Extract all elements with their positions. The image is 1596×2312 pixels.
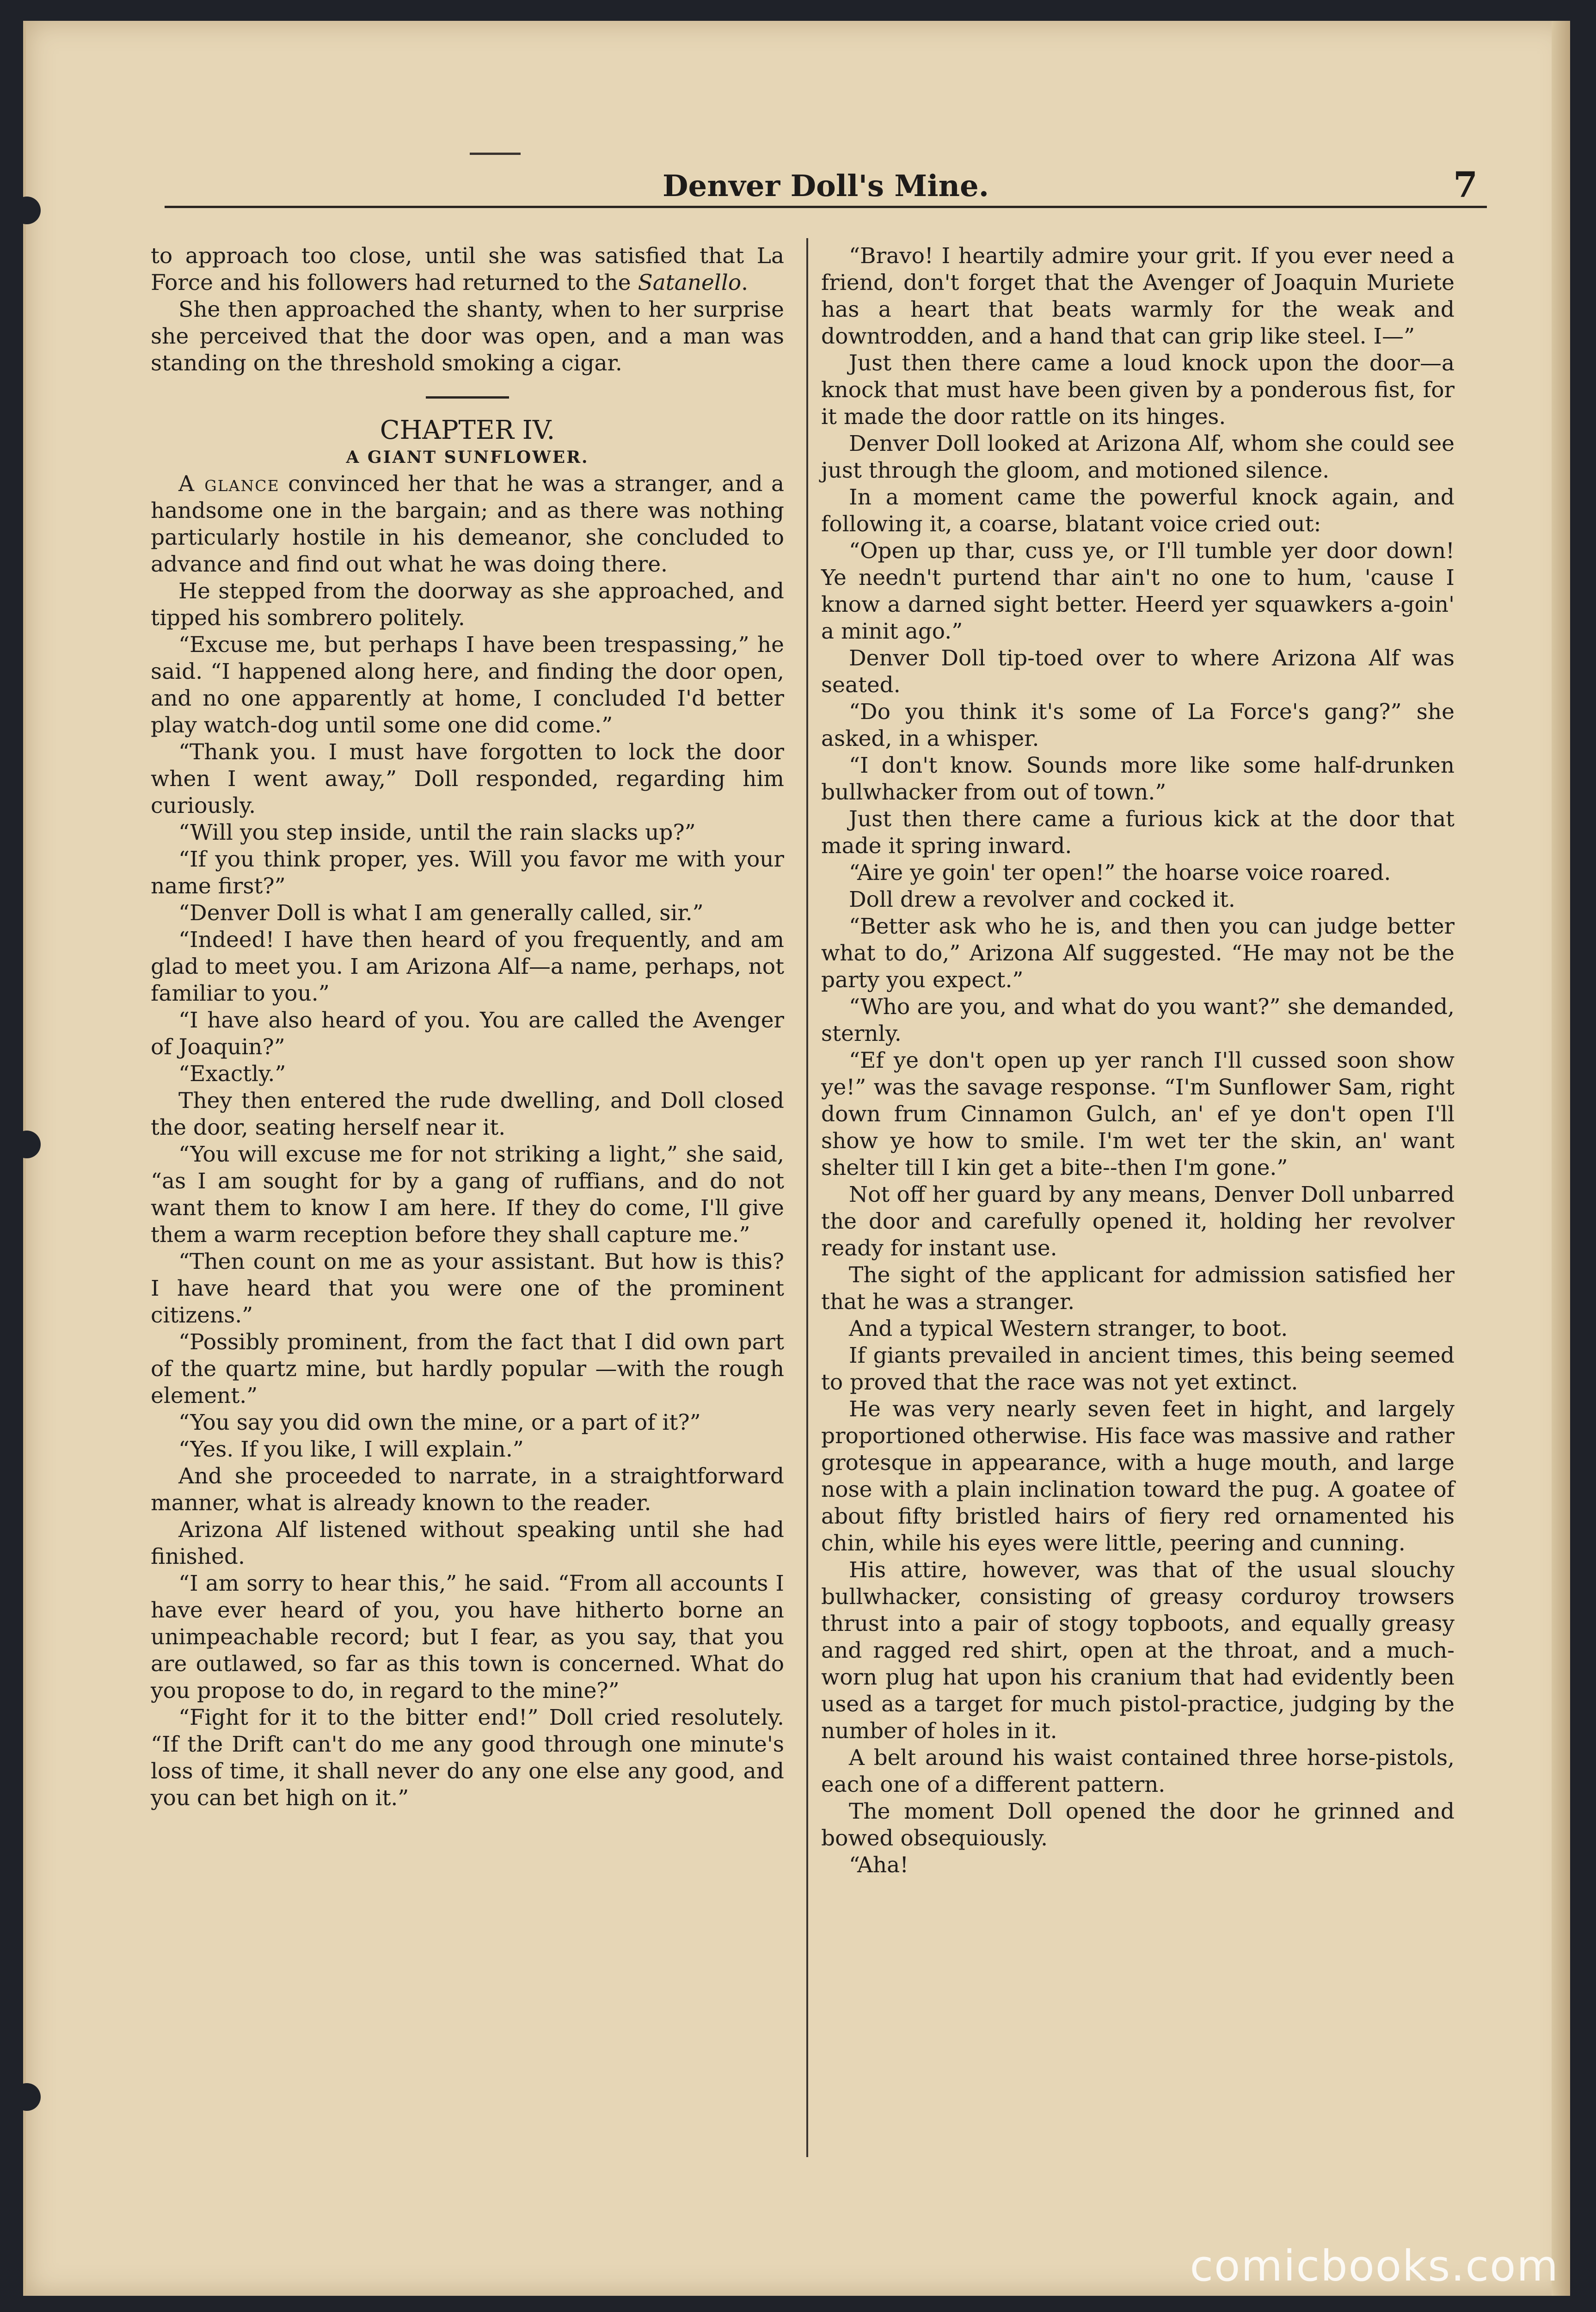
paragraph <box>821 1396 1455 1557</box>
paragraph-text: “Who are you, and what do you want?” she demanded, sternly. <box>821 994 1455 1046</box>
paragraph <box>821 1181 1455 1262</box>
paragraph-text: “You will excuse me for not striking a light,” she said, “as I am sought for by a gang of ruffians, and do not want them to know I am here. If they do come, I'll give them a warm reception before they shall capture me.” <box>151 1142 784 1248</box>
paragraph <box>821 1047 1455 1181</box>
binding-hole <box>13 2083 41 2111</box>
paragraph <box>151 578 784 632</box>
paragraph-text: The sight of the applicant for admission satisfied her that he was a stranger. <box>821 1262 1455 1315</box>
paragraph-text: “Then count on me as your assistant. But how is this? I have heard that you were one of the prominent citizens.” <box>151 1249 784 1328</box>
paragraph <box>151 819 784 846</box>
paragraph-text: Denver Doll tip-toed over to where Arizona Alf was seated. <box>821 646 1455 698</box>
paragraph-text: He stepped from the doorway as she approached, and tipped his sombrero politely. <box>151 578 784 631</box>
paragraph-text: Arizona Alf listened without speaking until she had finished. <box>151 1517 784 1569</box>
paragraph-text: “Better ask who he is, and then you can judge better what to do,” Arizona Alf suggested. “He may not be the party you expect.” <box>821 914 1455 993</box>
paragraph <box>151 900 784 927</box>
paragraph <box>821 430 1455 484</box>
paragraph-text: “Excuse me, but perhaps I have been trespassing,” he said. “I happened along here, and finding the door open, and no one apparently at home, I concluded I'd better play watch-dog until some one did come.” <box>151 632 784 738</box>
paragraph-text: “Indeed! I have then heard of you frequently, and am glad to meet you. I am Arizona Alf—a name, perhaps, not familiar to you.” <box>151 927 784 1006</box>
paragraph-text: Just then there came a furious kick at the door that made it spring inward. <box>821 806 1455 859</box>
paragraph-text: A belt around his waist contained three horse-pistols, each one of a different pattern. <box>821 1745 1455 1797</box>
paragraph-text: “Yes. If you like, I will explain.” <box>178 1437 524 1462</box>
paragraph-text: “I am sorry to hear this,” he said. “From all accounts I have ever heard of you, you have hitherto borne an unimpeachable record; but I fear, as you say, that you are outlawed, so far as this town is concerned. What do you propose to do, in regard to the mine?” <box>151 1571 784 1703</box>
paragraph-text: “Will you step inside, until the rain slacks up?” <box>178 820 696 845</box>
paragraph-text: She then approached the shanty, when to her surprise she perceived that the door was open, and a man was standing on the threshold smoking a cigar. <box>151 297 784 376</box>
paragraph <box>151 1570 784 1704</box>
paragraph <box>151 846 784 900</box>
paragraph-text: “Do you think it's some of La Force's gang?” she asked, in a whisper. <box>821 699 1455 751</box>
paragraph <box>151 1007 784 1061</box>
paragraph <box>151 1329 784 1409</box>
chapter-heading: CHAPTER IV. <box>380 415 555 445</box>
column-divider <box>806 238 808 2157</box>
paragraph-text: Not off her guard by any means, Denver Doll unbarred the door and carefully opened it, holding her revolver ready for instant use. <box>821 1182 1455 1261</box>
paragraph-text: “Aha! <box>849 1852 909 1878</box>
paragraph-text: He was very nearly seven feet in hight, and largely proportioned otherwise. His face was massive and rather grotesque in appearance, with a huge mouth, and large nose with a plain inclination toward the pug. A goatee of about fifty bristled hairs of fiery red ornamented his chin, while his eyes were little, peering and cunning. <box>821 1396 1455 1556</box>
paragraph-text: They then entered the rude dwelling, and Doll closed the door, seating herself near it. <box>151 1088 784 1140</box>
paragraph-text: “Open up thar, cuss ye, or I'll tumble yer door down! Ye needn't purtend thar ain't no one to hum, 'cause I know a darned sight better. Heerd yer squawkers a-goin' a minit ago.” <box>821 538 1455 644</box>
paragraph-text: “Possibly prominent, from the fact that I did own part of the quartz mine, but hardly popular —with the rough element.” <box>151 1329 784 1408</box>
paragraph <box>151 1436 784 1463</box>
paragraph <box>151 1141 784 1248</box>
paragraph-text: And she proceeded to narrate, in a straightforward manner, what is already known to the reader. <box>151 1463 784 1516</box>
page-edge <box>1552 21 1570 2296</box>
paragraph <box>821 1745 1455 1798</box>
paragraph-text: “Ef ye don't open up yer ranch I'll cussed soon show ye!” was the savage response. “I'm Sunflower Sam, right down frum Cinnamon Gulch, an' ef ye don't open I'll show ye how to smile. I'm wet ter the skin, an' want shelter till I kin get a bite--then I'm gone.” <box>821 1048 1455 1181</box>
paragraph <box>821 243 1455 350</box>
binding-hole <box>13 1131 41 1158</box>
paragraph-text: “Denver Doll is what I am generally called, sir.” <box>178 900 704 926</box>
paragraph-text: In a moment came the powerful knock again, and following it, a coarse, blatant voice cried out: <box>821 485 1455 537</box>
paragraph <box>821 886 1455 913</box>
paragraph-text: The moment Doll opened the door he grinned and bowed obsequiously. <box>821 1799 1455 1851</box>
running-header <box>165 164 1487 208</box>
paragraph-text: And a typical Western stranger, to boot. <box>849 1316 1288 1341</box>
paragraph-text: convinced her that he was a stranger, and a handsome one in the bargain; and as there was nothing particularly hostile in his demeanor, she concluded to advance and find out what he was doing there. <box>151 471 785 577</box>
paragraph <box>821 699 1455 752</box>
header-dash <box>470 153 521 155</box>
paragraph-text: His attire, however, was that of the usual slouchy bullwhacker, consisting of greasy corduroy trowsers thrust into a pair of stogy topboots, and equally greasy and ragged red shirt, open at the throat, and a much-worn plug hat upon his cranium that had evidently been used as a target for much pistol-practice, judging by the number of holes in it. <box>821 1557 1455 1744</box>
paragraph <box>821 1557 1455 1745</box>
paragraph <box>821 1316 1455 1342</box>
paragraph <box>821 860 1455 886</box>
paragraph-text: “I have also heard of you. You are called the Avenger of Joaquin?” <box>151 1008 784 1060</box>
paragraph-text: “If you think proper, yes. Will you favor me with your name first?” <box>151 847 784 899</box>
paragraph-text: “Fight for it to the bitter end!” Doll cried resolutely. “If the Drift can't do me any good through one minute's loss of time, it shall never do any one else any good, and you can bet high on it.” <box>151 1705 784 1811</box>
paragraph-text: “You say you did own the mine, or a part of it?” <box>178 1410 701 1435</box>
paragraph <box>151 927 784 1007</box>
paragraph <box>151 296 784 377</box>
paragraph <box>151 1463 784 1517</box>
paragraph <box>821 1852 1455 1879</box>
paragraph-text: Denver Doll looked at Arizona Alf, whom she could see just through the gloom, and motioned silence. <box>821 431 1455 483</box>
lead-in: A glance <box>178 471 280 497</box>
paragraph <box>821 752 1455 806</box>
paragraph <box>151 739 784 819</box>
paragraph-text: “Bravo! I heartily admire your grit. If you ever need a friend, don't forget that the Avenger of Joaquin Muriete has a heart that beats warmly for the weak and downtrodden, and a hand that can grip like steel. I—” <box>821 243 1455 349</box>
paragraph <box>151 1704 784 1812</box>
paragraph-text: Just then there came a loud knock upon the door—a knock that must have been given by a ponderous fist, for it made the door rattle on its hinges. <box>821 350 1455 430</box>
page-title: Denver Doll's Mine. <box>662 169 989 203</box>
paragraph <box>821 484 1455 538</box>
paragraph <box>151 1248 784 1329</box>
paragraph-text: If giants prevailed in ancient times, this being seemed to proved that the race was not yet extinct. <box>821 1343 1455 1395</box>
paragraph <box>151 1088 784 1141</box>
text-column-left <box>151 243 784 1812</box>
paragraph <box>151 471 784 578</box>
binding-hole <box>13 197 41 224</box>
watermark: comicbooks.com <box>1190 2241 1559 2291</box>
paragraph <box>821 645 1455 699</box>
paragraph <box>151 1061 784 1088</box>
paragraph-text: Doll drew a revolver and cocked it. <box>849 887 1235 912</box>
paragraph <box>151 1517 784 1570</box>
paragraph <box>821 994 1455 1047</box>
page-number: 7 <box>1453 164 1478 205</box>
paragraph-text: “Aire ye goin' ter open!” the hoarse voice roared. <box>849 860 1391 885</box>
section-rule <box>426 396 509 399</box>
chapter-subtitle: A GIANT SUNFLOWER. <box>346 448 589 467</box>
paragraph <box>821 1342 1455 1396</box>
paragraph-text: “Thank you. I must have forgotten to lock the door when I went away,” Doll responded, regarding him curiously. <box>151 739 784 818</box>
text-column-right <box>821 243 1455 1879</box>
paragraph-text: “I don't know. Sounds more like some half-drunken bullwhacker from out of town.” <box>821 753 1455 805</box>
paragraph <box>821 1262 1455 1316</box>
paragraph-text: “Exactly.” <box>178 1061 286 1087</box>
paragraph <box>821 1798 1455 1852</box>
paragraph <box>151 632 784 739</box>
paragraph <box>821 538 1455 645</box>
paragraph: to approach too close, until she was satisfied that La Force and his followers had returned to the Satanello. <box>151 243 784 295</box>
paragraph <box>151 1409 784 1436</box>
paragraph <box>821 350 1455 430</box>
paragraph <box>821 806 1455 860</box>
paragraph <box>821 913 1455 994</box>
italic-text: Satanello <box>638 270 742 295</box>
paragraph-text: to approach too close, until she was satisfied that La Force and his followers had returned to the <box>151 243 784 295</box>
book-page <box>23 21 1570 2296</box>
